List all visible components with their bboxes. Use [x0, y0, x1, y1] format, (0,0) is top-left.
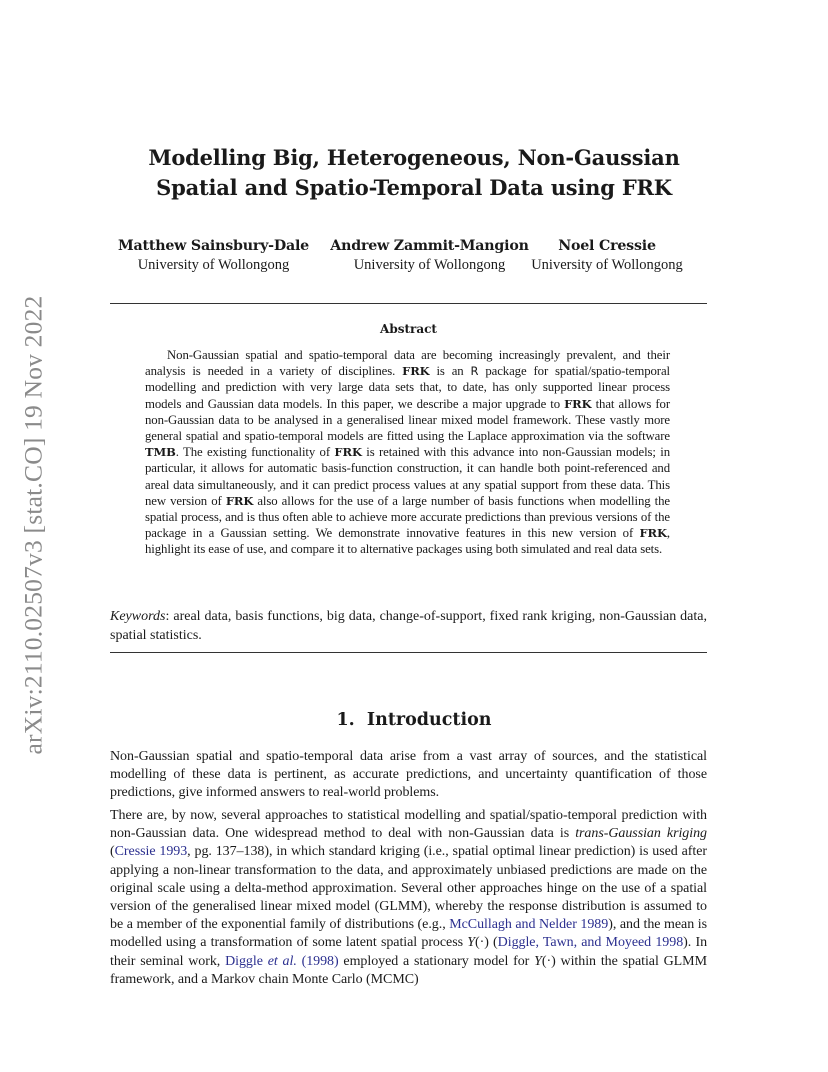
- paper-title: [0, 143, 828, 203]
- citation-link[interactable]: McCullagh and Nelder 1989: [449, 917, 609, 933]
- top-divider: [110, 303, 707, 304]
- intro-paragraph: Non-Gaussian spatial and spatio-temporal data arise from a vast array of sources, and the statistical modelling of these data is pertinent, as accurate predictions, and uncertainty quantification of those predictions, give informed answers to real-world problems.: [110, 749, 707, 801]
- intro-paragraph: There are, by now, several approaches to statistical modelling and spatial/spatio-temporal prediction with non-Gaussian data. One widespread method to deal with non-Gaussian data is trans-Gaussian kriging (Cressie 1993, pg. 137–138), in which standard kriging (i.e., spatial optimal linear prediction) is used after applying a non-linear transformation to the data, and approximately unbiased predictions are made on the original scale using a delta-method approximation. Several other approaches hinge on the use of a spatial version of the generalised linear mixed model (GLMM), whereby the response distribution is assumed to be a member of the exponential family of distributions (e.g., McCullagh and Nelder 1989), and the mean is modelled using a transformation of some latent spatial process Y(·) (Diggle, Tawn, and Moyeed 1998). In their seminal work, Diggle et al. (1998) employed a stationary model for Y(·) within the spatial GLMM framework, and a Markov chain Monte Carlo (MCMC): [110, 808, 708, 987]
- bottom-divider: [110, 652, 707, 653]
- author-affiliation: University of Wollongong: [531, 257, 683, 273]
- author-block: [113, 236, 314, 274]
- keywords: [110, 607, 707, 645]
- author-block: [522, 236, 692, 274]
- section-heading: 1. Introduction: [336, 710, 492, 730]
- title-line-2: Spatial and Spatio-Temporal Data using FRK: [156, 175, 672, 200]
- abstract-body: Non-Gaussian spatial and spatio-temporal data are becoming increasingly prevalent, and their analysis is needed in a variety of disciplines. FRK is an R package for spatial/spatio-temporal modelling and prediction with very large data sets that, to date, has only supported linear process models and Gaussian data models. In this paper, we describe a major upgrade to FRK that allows for non-Gaussian data to be analysed in a generalised linear mixed model framework. These vastly more general spatial and spatio-temporal models are fitted using the Laplace approximation via the software TMB. The existing functionality of FRK is retained with this advance into non-Gaussian models; in particular, it allows for automatic basis-function construction, it can handle both point-referenced and areal data simultaneously, and it can predict process values at any spatial support from these data. This new version of FRK also allows for the use of a large number of basis functions when modelling the spatial process, and is thus often able to achieve more accurate predictions than previous versions of the package in a Gaussian setting. We demonstrate innovative features in this new version of FRK, highlight its ease of use, and compare it to alternative packages using both simulated and real data sets.: [145, 348, 671, 557]
- author-name: Noel Cressie: [558, 238, 656, 254]
- author-block: [326, 236, 533, 274]
- keywords-label: Keywords: [110, 609, 166, 624]
- citation-link[interactable]: Cressie 1993: [114, 844, 188, 860]
- author-affiliation: University of Wollongong: [353, 257, 506, 273]
- citation-link[interactable]: Diggle, Tawn, and Moyeed 1998: [497, 935, 684, 951]
- abstract-heading: Abstract: [380, 322, 437, 336]
- arxiv-identifier-text: arXiv:2110.02507v3 [stat.CO] 19 Nov 2022: [18, 295, 47, 755]
- author-name: Andrew Zammit-Mangion: [330, 238, 529, 254]
- author-name: Matthew Sainsbury-Dale: [118, 238, 309, 254]
- keywords-text: : areal data, basis functions, big data, change-of-support, fixed rank kriging, non-Gaussian data, spatial statistics.: [110, 609, 707, 643]
- arxiv-identifier-stamp: [8, 280, 58, 770]
- title-line-1: Modelling Big, Heterogeneous, Non-Gaussian: [148, 145, 680, 170]
- citation-link[interactable]: Diggle et al. (1998): [225, 953, 339, 969]
- author-affiliation: University of Wollongong: [137, 257, 290, 273]
